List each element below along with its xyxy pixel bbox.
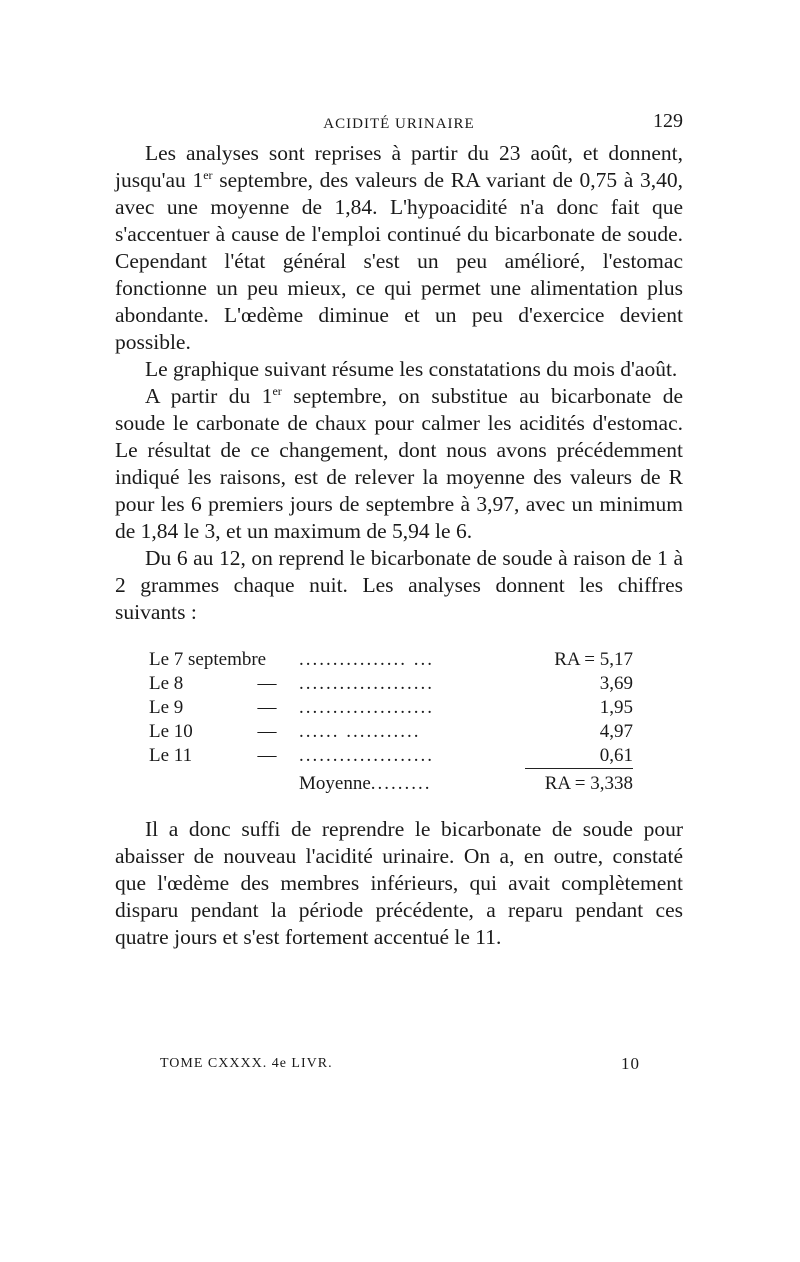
average-value: RA = 3,338: [544, 773, 633, 794]
paragraph-5: Il a donc suffi de reprendre le bicarbonate de soude pour abaisser de nouveau l'acidité urinaire. On a, en outre, constaté que l'œdème des membres inférieurs, qui avait complètement disparu pendant la période précédente, a reparu pendant ces quatre jours et s'est fortement accentué le 11.: [115, 817, 683, 949]
paragraph-1-part-b: septembre, des valeurs de RA variant de 0,75 à 3,40, avec une moyenne de 1,84. L'hypoacidité n'a donc fait que s'accentuer à cause de l'emploi continué du bicarbonate de soude. Cependant l'état général s'est un peu amélioré, l'estomac fonctionne un peu mieux, ce qui permet une alimentation plus abondante. L'œdème diminue et un peu d'exercice devient possible.: [115, 168, 683, 354]
paragraph-1-part-a: Les analyses sont reprises à partir du 23 août, et donnent, jusqu'au 1: [115, 141, 683, 192]
row-day: Le 9: [149, 697, 184, 718]
row-value: 4,97: [599, 721, 633, 742]
row-day: Le 10: [149, 721, 193, 742]
superscript-er: er: [203, 167, 213, 182]
table-row: [149, 744, 633, 768]
table-row: [149, 696, 633, 720]
row-leader-dots: ...... ...........: [299, 721, 421, 742]
average-label: Moyenne: [299, 773, 371, 794]
row-value: 3,69: [599, 673, 633, 694]
paragraph-3-part-a: A partir du 1: [145, 384, 273, 408]
row-value: 1,95: [599, 697, 633, 718]
running-title: ACIDITÉ URINAIRE: [323, 116, 475, 132]
row-leader-dots: ....................: [299, 745, 434, 766]
page: [115, 110, 683, 951]
row-value: 0,61: [599, 745, 633, 766]
body-text: [115, 140, 683, 626]
ra-values-table: [149, 648, 633, 796]
paragraph-4: Du 6 au 12, on reprend le bicarbonate de soude à raison de 1 à 2 grammes chaque nuit. Les analyses donnent les chiffres suivants :: [115, 546, 683, 624]
average-row: [149, 772, 633, 796]
table-row: [149, 720, 633, 744]
average-leader-dots: .........: [370, 773, 432, 794]
printer-signature: TOME CXXXX. 4e LIVR.: [160, 1056, 333, 1071]
table-row: [149, 648, 633, 672]
row-day: Le 8: [149, 673, 184, 694]
body-text-continued: [115, 816, 683, 951]
paragraph-3: [115, 383, 683, 545]
paragraph-1: [115, 140, 683, 356]
sheet-number: 10: [621, 1054, 640, 1073]
row-ditto-dash: —: [257, 697, 277, 718]
row-leader-dots: ................ ...: [299, 649, 434, 670]
row-day: Le 7 septembre: [149, 649, 267, 670]
row-value: RA = 5,17: [554, 649, 633, 670]
row-day: Le 11: [149, 745, 193, 766]
row-ditto-dash: —: [257, 721, 277, 742]
paragraph-2: Le graphique suivant résume les constatations du mois d'août.: [145, 357, 678, 381]
page-number: 129: [653, 110, 683, 132]
row-leader-dots: ....................: [299, 697, 434, 718]
paragraph-3-part-b: septembre, on substitue au bicarbonate de soude le carbonate de chaux pour calmer les acidités d'estomac. Le résultat de ce changement, dont nous avons précédemment indiqué les raisons, est de relever la moyenne des valeurs de R pour les 6 premiers jours de septembre à 3,97, avec un minimum de 1,84 le 3, et un maximum de 5,94 le 6.: [115, 384, 683, 543]
superscript-er: er: [272, 383, 282, 398]
row-ditto-dash: —: [257, 673, 277, 694]
row-leader-dots: ....................: [299, 673, 434, 694]
row-ditto-dash: —: [257, 745, 277, 766]
table-row: [149, 672, 633, 696]
page-header: [115, 110, 683, 140]
